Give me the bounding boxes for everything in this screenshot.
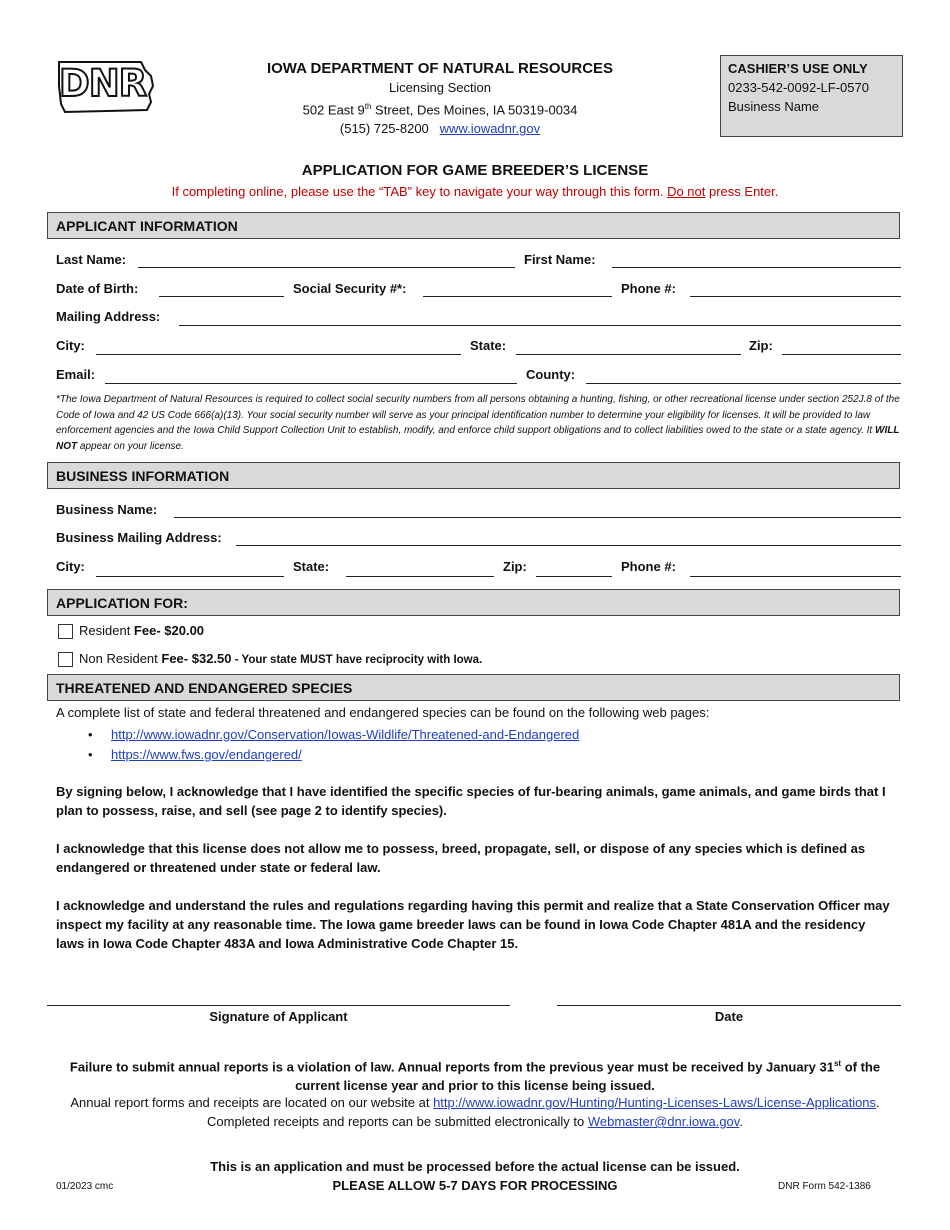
zip-label: Zip:: [749, 338, 773, 353]
business-mailing-label: Business Mailing Address:: [56, 530, 222, 545]
business-phone-field[interactable]: [690, 576, 901, 577]
section-name: Licensing Section: [389, 80, 491, 95]
phone-field[interactable]: [690, 296, 901, 297]
business-zip-label: Zip:: [503, 559, 527, 574]
business-city-label: City:: [56, 559, 85, 574]
business-name-field[interactable]: [174, 517, 901, 518]
tab-instruction: If completing online, please use the “TAB” key to navigate your way through this form. Do not press Enter.: [171, 184, 779, 199]
business-state-label: State:: [293, 559, 330, 574]
last-name-label: Last Name:: [56, 252, 127, 267]
application-notice: This is an application and must be processed before the actual license can be issued.: [210, 1159, 740, 1174]
cashier-box: [720, 55, 903, 137]
state-species-link[interactable]: http://www.iowadnr.gov/Conservation/Iowas-Wildlife/Threatened-and-Endangered: [111, 727, 580, 742]
list-item: • http://www.iowadnr.gov/Conservation/Iowas-Wildlife/Threatened-and-Endangered: [88, 727, 580, 742]
phone-label: Phone #:: [621, 281, 676, 296]
form-title: APPLICATION FOR GAME BREEDER’S LICENSE: [301, 162, 649, 179]
signature-label: Signature of Applicant: [209, 1009, 348, 1024]
resident-checkbox[interactable]: [58, 624, 73, 639]
first-name-field[interactable]: [612, 267, 901, 268]
mailing-address-label: Mailing Address:: [56, 309, 161, 324]
resident-option-label: Resident Fee- $20.00: [79, 623, 205, 638]
annual-report-info: Annual report forms and receipts are located on our website at http://www.iowadnr.gov/Hunting/Hunting-Licenses-Laws/License-Applications. Completed receipts and reports can be submitted electronically to Webmaster@dnr.iowa.gov.: [70, 1095, 880, 1129]
last-name-field[interactable]: [138, 267, 515, 268]
city-label: City:: [56, 338, 85, 353]
federal-species-link[interactable]: https://www.fws.gov/endangered/: [111, 747, 302, 762]
agency-website-link[interactable]: www.iowadnr.gov: [439, 121, 541, 137]
business-phone-label: Phone #:: [621, 559, 676, 574]
cashier-code: 0233-542-0092-LF-0570: [728, 80, 869, 95]
logo-text: DNR: [59, 62, 147, 105]
county-label: County:: [526, 367, 576, 382]
applicant-section-heading: APPLICANT INFORMATION: [47, 212, 900, 239]
dob-field[interactable]: [159, 296, 284, 297]
email-field[interactable]: [105, 383, 517, 384]
license-applications-link[interactable]: http://www.iowadnr.gov/Hunting/Hunting-Licenses-Laws/License-Applications: [433, 1095, 877, 1110]
business-name-label: Business Name:: [56, 502, 158, 517]
signature-field[interactable]: [47, 1005, 510, 1006]
species-intro: A complete list of state and federal threatened and endangered species can be found on the following web pages:: [56, 705, 710, 720]
species-section-heading: THREATENED AND ENDANGERED SPECIES: [47, 674, 900, 701]
email-label: Email:: [56, 367, 96, 382]
webmaster-email-link[interactable]: Webmaster@dnr.iowa.gov: [587, 1114, 740, 1129]
business-section-heading: BUSINESS INFORMATION: [47, 462, 900, 489]
business-city-field[interactable]: [96, 576, 284, 577]
city-field[interactable]: [96, 354, 461, 355]
agency-phone: (515) 725-8200: [339, 121, 429, 137]
business-mailing-field[interactable]: [236, 545, 901, 546]
application-for-heading: APPLICATION FOR:: [47, 589, 900, 616]
state-label: State:: [470, 338, 507, 353]
form-number: DNR Form 542-1386: [778, 1181, 871, 1192]
state-field[interactable]: [516, 354, 741, 355]
zip-field[interactable]: [782, 354, 901, 355]
cashier-business: Business Name: [728, 99, 820, 114]
mailing-address-field[interactable]: [179, 325, 901, 326]
agency-name: IOWA DEPARTMENT OF NATURAL RESOURCES: [266, 60, 614, 77]
acknowledgement-1: By signing below, I acknowledge that I have identified the specific species of fur-bearing animals, game animals, and game birds that I plan to possess, raise, and sell (see page 2 to identify species).: [56, 784, 886, 818]
processing-time: PLEASE ALLOW 5-7 DAYS FOR PROCESSING: [332, 1178, 618, 1193]
county-field[interactable]: [586, 383, 901, 384]
ssn-footnote: *The Iowa Department of Natural Resources is required to collect social security numbers from all persons obtaining a hunting, fishing, or other recreational license under section 252J.8 of the Code of Iowa and 42 US Code 666(a)(13). Your social security number will serve as your principal identification number to determine your eligibility for licenses. It will be provided to law enforcement agencies and the Iowa Child Support Collection Unit to establish, modify, and enforce child support obligations and to collect liabilities owed to the state or a state agency. It WILL NOT appear on your license.: [56, 394, 900, 452]
nonresident-option-label: Non Resident Fee- $32.50 - Your state MUST have reciprocity with Iowa.: [79, 651, 483, 666]
ssn-label: Social Security #*:: [293, 281, 407, 296]
acknowledgement-2: I acknowledge that this license does not allow me to possess, breed, propagate, sell, or dispose of any species which is defined as endangered or threatened under state or federal law.: [56, 841, 866, 875]
first-name-label: First Name:: [524, 252, 596, 267]
date-field[interactable]: [557, 1005, 901, 1006]
dob-label: Date of Birth:: [56, 281, 139, 296]
dnr-logo: [55, 56, 157, 118]
list-item: • https://www.fws.gov/endangered/: [88, 747, 302, 762]
nonresident-checkbox[interactable]: [58, 652, 73, 667]
business-zip-field[interactable]: [536, 576, 612, 577]
ssn-field[interactable]: [423, 296, 612, 297]
annual-report-warning: Failure to submit annual reports is a violation of law. Annual reports from the previous year must be received by January 31st of the current license year and prior to this license being issued.: [69, 1059, 881, 1094]
revision-code: 01/2023 cmc: [56, 1181, 114, 1192]
cashier-title: CASHIER’S USE ONLY: [728, 61, 868, 76]
species-link-list: [88, 725, 579, 765]
business-state-field[interactable]: [346, 576, 494, 577]
acknowledgement-3: I acknowledge and understand the rules and regulations regarding having this permit and realize that a State Conservation Officer may inspect my facility at any reasonable time. The Iowa game breeder laws can be found in Iowa Code Chapter 481A and the residency laws in Iowa Code Chapter 483A and Iowa Administrative Code Chapter 15.: [56, 898, 890, 951]
agency-address: 502 East 9th Street, Des Moines, IA 50319-0034: [302, 102, 578, 118]
date-label: Date: [714, 1009, 744, 1024]
